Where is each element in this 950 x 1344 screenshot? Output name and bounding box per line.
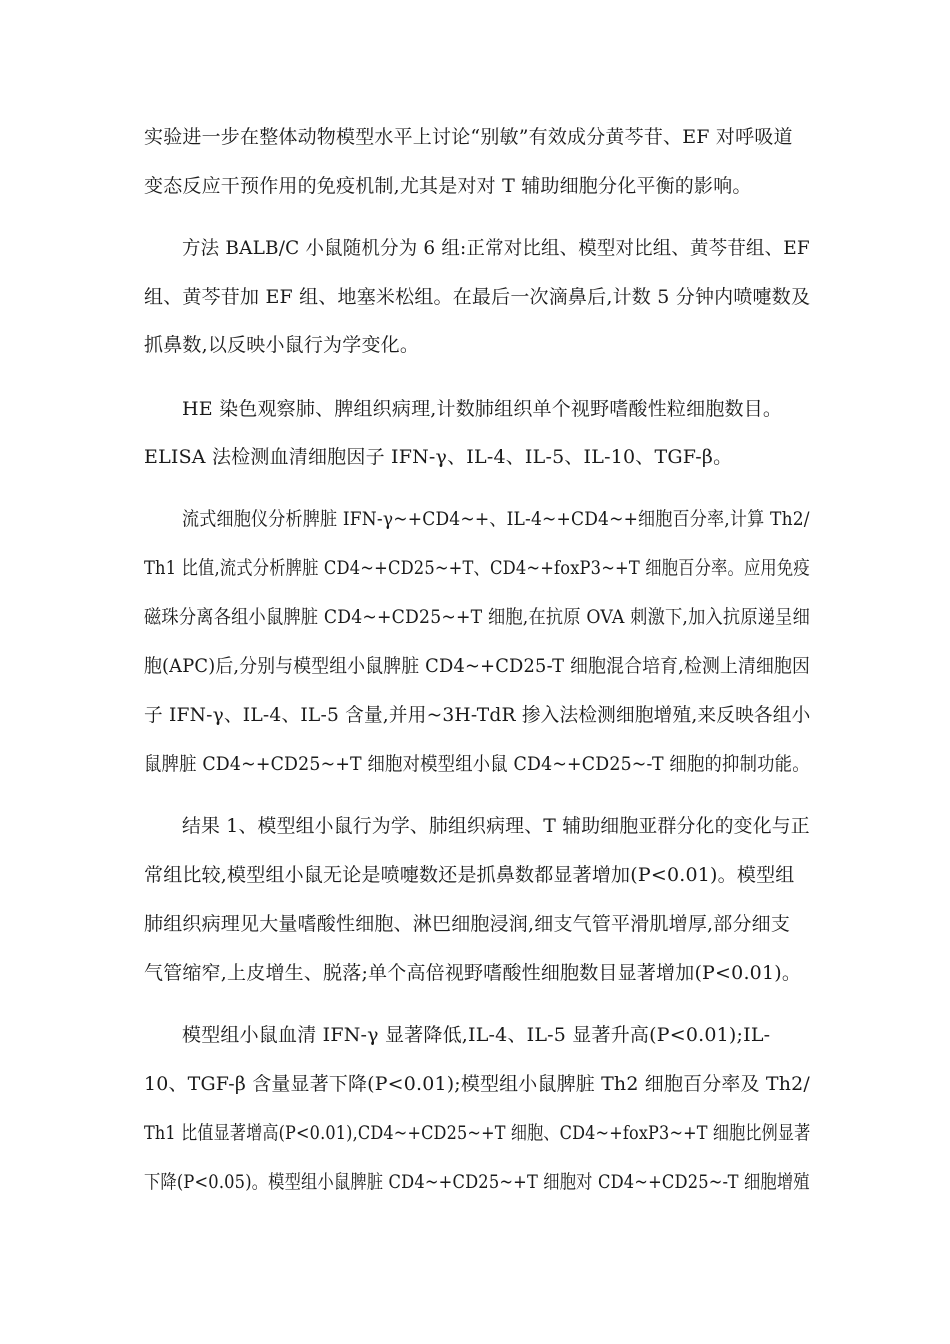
paragraph-6-line-3: Th1 比值显著增高(P<0.01),CD4~+CD25~+T 细胞、CD4~+foxP3~+T 细胞比例显著 (144, 1122, 811, 1144)
paragraph-4-line-4: 胞(APC)后,分别与模型组小鼠脾脏 CD4~+CD25-T 细胞混合培育,检测上清细胞因 (144, 655, 811, 677)
paragraph-2-line-2: 组、黄芩苷加 EF 组、地塞米松组。在最后一次滴鼻后,计数 5 分钟内喷嚏数及 (144, 286, 811, 308)
paragraph-5-line-2: 常组比较,模型组小鼠无论是喷嚏数还是抓鼻数都显著增加(P<0.01)。模型组 (144, 864, 795, 886)
paragraph-4-line-2: Th1 比值,流式分析脾脏 CD4~+CD25~+T、CD4~+foxP3~+T 细胞百分率。应用免疫 (144, 557, 810, 579)
paragraph-5-line-3: 肺组织病理见大量嗜酸性细胞、淋巴细胞浸润,细支气管平滑肌增厚,部分细支 (144, 913, 791, 935)
paragraph-5-line-4: 气管缩窄,上皮增生、脱落;单个高倍视野嗜酸性细胞数目显著增加(P<0.01)。 (144, 962, 802, 984)
paragraph-6-line-2: 10、TGF-β 含量显著下降(P<0.01);模型组小鼠脾脏 Th2 细胞百分率及 Th2/ (144, 1073, 810, 1095)
paragraph-6-line-4: 下降(P<0.05)。模型组小鼠脾脏 CD4~+CD25~+T 细胞对 CD4~+CD25~-T 细胞增殖 (144, 1171, 810, 1193)
paragraph-4-line-5: 子 IFN-γ、IL-4、IL-5 含量,并用~3H-TdR 掺入法检测细胞增殖,来反映各组小 (144, 704, 811, 726)
paragraph-6-line-1: 模型组小鼠血清 IFN-γ 显著降低,IL-4、IL-5 显著升高(P<0.01);IL- (182, 1024, 771, 1046)
paragraph-2-line-1: 方法 BALB/C 小鼠随机分为 6 组:正常对比组、模型对比组、黄芩苷组、EF (182, 237, 810, 259)
paragraph-4-line-6: 鼠脾脏 CD4~+CD25~+T 细胞对模型组小鼠 CD4~+CD25~-T 细胞的抑制功能。 (144, 753, 810, 775)
paragraph-1-line-1: 实验进一步在整体动物模型水平上讨论“别敏”有效成分黄芩苷、EF 对呼吸道 (144, 126, 793, 148)
paragraph-1-line-2: 变态反应干预作用的免疫机制,尤其是对对 T 辅助细胞分化平衡的影响。 (144, 175, 752, 197)
paragraph-3-line-1: HE 染色观察肺、脾组织病理,计数肺组织单个视野嗜酸性粒细胞数目。 (182, 398, 783, 420)
paragraph-4-line-3: 磁珠分离各组小鼠脾脏 CD4~+CD25~+T 细胞,在抗原 OVA 刺激下,加入抗原递呈细 (144, 606, 811, 628)
paragraph-4-line-1: 流式细胞仪分析脾脏 IFN-γ~+CD4~+、IL-4~+CD4~+细胞百分率,计算 Th2/ (182, 508, 810, 530)
paragraph-3-line-2: ELISA 法检测血清细胞因子 IFN-γ、IL-4、IL-5、IL-10、TGF-β。 (144, 446, 733, 468)
paragraph-5-line-1: 结果 1、模型组小鼠行为学、肺组织病理、T 辅助细胞亚群分化的变化与正 (182, 815, 810, 837)
paragraph-2-line-3: 抓鼻数,以反映小鼠行为学变化。 (144, 334, 420, 356)
